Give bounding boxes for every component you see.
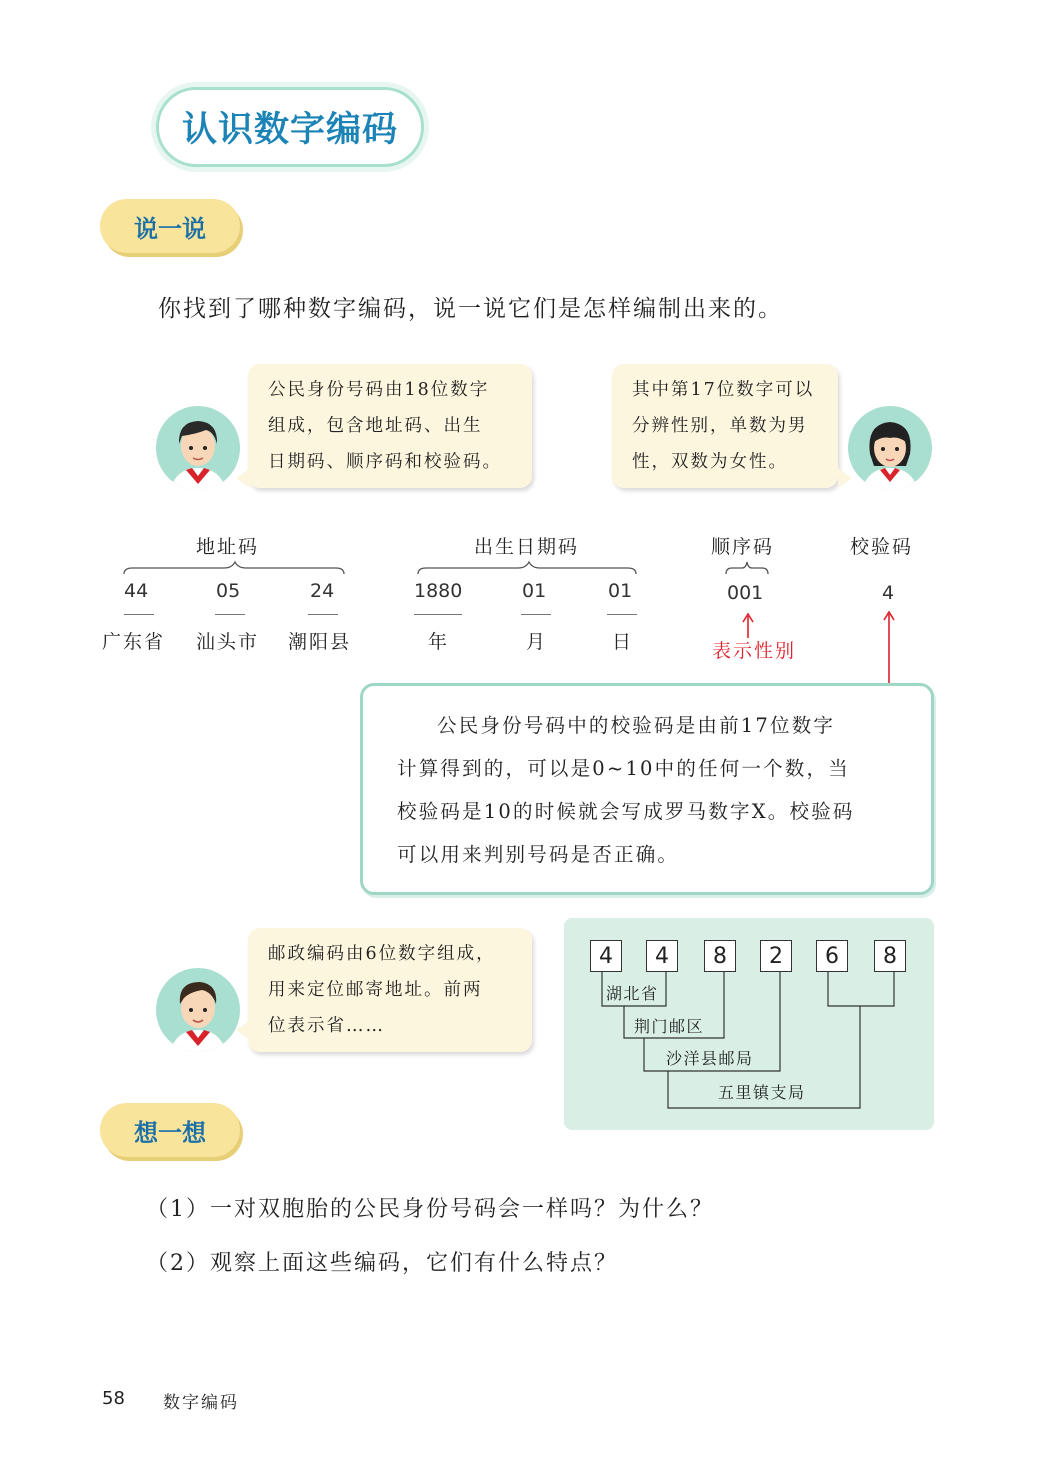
underline — [308, 614, 338, 615]
title-box — [156, 87, 424, 167]
section-pill-think — [100, 1103, 240, 1157]
bubble-line: 其中第17位数字可以 — [632, 380, 815, 400]
bubble-line: 分辨性别，单数为男 — [632, 416, 808, 436]
boy2-avatar — [156, 968, 240, 1052]
section-label: 想一想 — [134, 1118, 206, 1147]
page-number: 58 — [102, 1388, 125, 1409]
brace-birth — [414, 560, 644, 576]
id-digits-province: 44 — [124, 580, 149, 602]
speech-bubble-boy-id — [248, 364, 532, 488]
underline — [215, 614, 245, 615]
boy-avatar — [156, 406, 240, 490]
brace-address — [120, 560, 350, 576]
bubble-line: 用来定位邮寄地址。前两 — [268, 980, 483, 1000]
section-label: 说一说 — [134, 214, 206, 243]
postal-label-town: 五里镇支局 — [718, 1080, 806, 1103]
meaning-city: 汕头市 — [196, 631, 260, 653]
underline — [607, 614, 637, 615]
postal-digit: 4 — [646, 940, 678, 972]
postal-digit: 6 — [816, 940, 848, 972]
postal-digit: 2 — [760, 940, 792, 972]
check-code-info-box — [360, 683, 934, 895]
meaning-day: 日 — [612, 631, 634, 653]
bubble-tail — [236, 1020, 250, 1040]
id-digits-city: 05 — [216, 580, 241, 602]
question-2: （2）观察上面这些编码，它们有什么特点？ — [146, 1251, 618, 1276]
group-label-sequence: 顺序码 — [711, 536, 775, 558]
bubble-line: 位表示省…… — [268, 1016, 385, 1036]
info-line: 可以用来判别号码是否正确。 — [397, 843, 680, 866]
underline — [124, 614, 154, 615]
group-label-birth: 出生日期码 — [474, 536, 580, 558]
bubble-tail — [838, 468, 852, 488]
postal-label-county: 沙洋县邮局 — [666, 1046, 754, 1069]
group-label-check: 校验码 — [850, 536, 914, 558]
check-arrow — [879, 610, 899, 686]
meaning-month: 月 — [526, 631, 548, 653]
id-digits-year: 1880 — [414, 580, 463, 602]
bubble-line: 邮政编码由6位数字组成， — [268, 944, 496, 964]
meaning-province: 广东省 — [102, 631, 166, 653]
postal-digit: 8 — [704, 940, 736, 972]
girl-avatar — [848, 406, 932, 490]
bubble-line: 公民身份号码由18位数字 — [268, 380, 490, 400]
info-line: 公民身份号码中的校验码是由前17位数字 — [437, 714, 836, 737]
id-digits-check: 4 — [882, 582, 895, 604]
speech-bubble-girl — [612, 364, 838, 488]
intro-text: 你找到了哪种数字编码，说一说它们是怎样编制出来的。 — [158, 296, 783, 322]
question-1: （1）一对双胞胎的公民身份号码会一样吗？为什么？ — [146, 1197, 714, 1222]
id-digits-month: 01 — [522, 580, 547, 602]
meaning-year: 年 — [428, 631, 450, 653]
underline — [521, 614, 551, 615]
id-digits-county: 24 — [310, 580, 335, 602]
section-pill-say — [100, 199, 240, 253]
underline — [414, 614, 462, 615]
postal-label-province: 湖北省 — [606, 981, 659, 1004]
bubble-tail — [236, 468, 250, 488]
footer-chapter: 数字编码 — [163, 1393, 239, 1413]
info-line: 校验码是10的时候就会写成罗马数字X。校验码 — [397, 800, 855, 823]
postal-code-panel — [564, 918, 934, 1130]
gender-arrow — [738, 612, 758, 638]
bubble-line: 日期码、顺序码和校验码。 — [268, 452, 502, 472]
speech-bubble-boy-postal — [248, 928, 532, 1052]
postal-label-district: 荆门邮区 — [634, 1014, 704, 1037]
id-digits-sequence: 001 — [727, 582, 764, 604]
meaning-county: 潮阳县 — [288, 631, 352, 653]
bubble-line: 组成，包含地址码、出生 — [268, 416, 483, 436]
id-digits-day: 01 — [608, 580, 633, 602]
postal-digit: 8 — [874, 940, 906, 972]
postal-digit: 4 — [590, 940, 622, 972]
gender-note: 表示性别 — [712, 640, 797, 662]
bubble-line: 性，双数为女性。 — [632, 452, 788, 472]
page-title: 认识数字编码 — [181, 110, 398, 150]
brace-sequence — [722, 560, 772, 576]
info-line: 计算得到的，可以是0~10中的任何一个数，当 — [397, 757, 850, 780]
group-label-address: 地址码 — [196, 536, 260, 558]
